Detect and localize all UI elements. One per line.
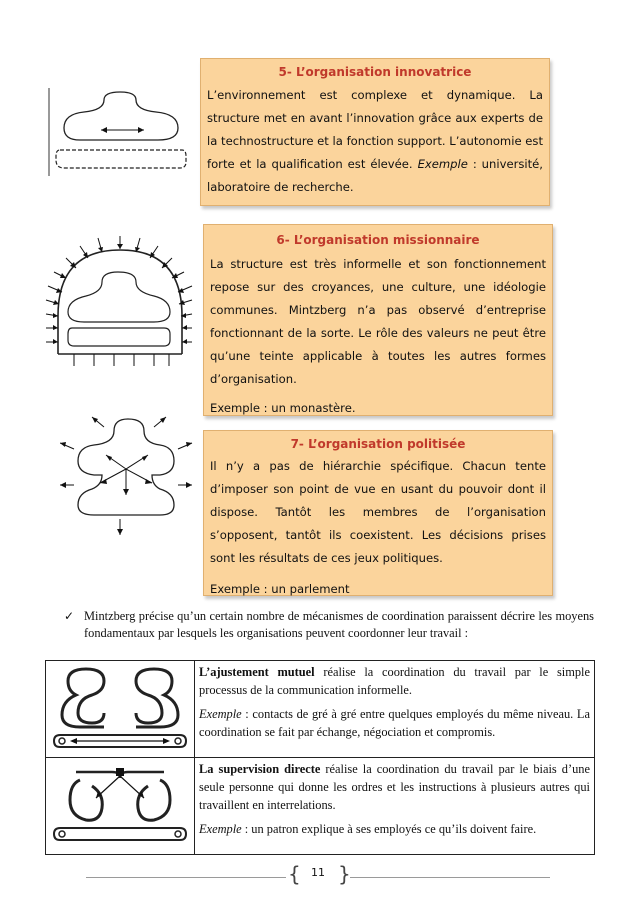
- panel-missionnaire: [203, 224, 553, 416]
- mechanism-definition: réalise la coordination du travail par le biais d’une seule personne qui donne les ordres et les instructions à plusieurs autres qui travaillent en interrelations.: [199, 762, 590, 812]
- panel-title: 5- L’organisation innovatrice: [278, 65, 472, 79]
- table-row: [46, 758, 595, 855]
- left-bracket-icon: {: [288, 862, 301, 886]
- mechanism-description: [195, 758, 595, 855]
- panel-politisee: [203, 430, 553, 596]
- panel-body: Il n’y a pas de hiérarchie spécifique. Chacun tente d’imposer son point de vue en usant du pouvoir dont il dispose. Tantôt les membres de l’organisation s’opposent, tantôt ils coexistent. Les décisions prises sont les résultats de ces jeux politiques.: [210, 459, 546, 565]
- mutual-adjustment-diagram: [46, 661, 194, 753]
- right-bracket-icon: }: [338, 862, 351, 886]
- example-label: Exemple: [199, 707, 242, 721]
- panel-body: La structure est très informelle et son fonctionnement repose sur des croyances, une culture, une idéologie communes. Mintzberg n’a pas observé d’entreprise fonctionnant de la sorte. Le rôle des valeurs ne peut être qu’une teinte applicable à toutes les autres formes d’organisation.: [210, 257, 546, 386]
- example-label: Exemple: [199, 822, 242, 836]
- page-number: 11: [311, 866, 325, 879]
- politisee-diagram: [60, 413, 195, 538]
- mechanism-description: [195, 661, 595, 758]
- example-text: : un patron explique à ses employés ce qu’ils doivent faire.: [241, 822, 537, 836]
- direct-supervision-diagram: [46, 758, 194, 850]
- diagram-cell: [46, 758, 195, 855]
- bullet-text: Mintzberg précise qu’un certain nombre de mécanismes de coordination paraissent décrire les moyens fondamentaux par lesquels les organisations peuvent coordonner leur travail :: [84, 609, 594, 640]
- bullet-paragraph: [64, 608, 594, 642]
- mechanism-term: La supervision directe: [199, 762, 321, 776]
- panel-title: 7- L’organisation politisée: [290, 437, 466, 451]
- coordination-table: [45, 660, 595, 855]
- panel-title: 6- L’organisation missionnaire: [276, 233, 480, 247]
- diagram-cell: [46, 661, 195, 758]
- missionnaire-diagram: [44, 236, 194, 381]
- example-text: : université, laboratoire de recherche.: [207, 157, 543, 194]
- table-row: [46, 661, 595, 758]
- mechanism-term: L’ajustement mutuel: [199, 665, 315, 679]
- innovatrice-diagram: [46, 88, 191, 183]
- example-label: Exemple: [417, 157, 468, 171]
- panel-example: Exemple : un monastère.: [210, 401, 356, 415]
- checkmark-icon: ✓: [64, 609, 75, 623]
- panel-innovatrice: [200, 58, 550, 206]
- mechanism-definition: réalise la coordination du travail par le simple processus de la communication informelle.: [199, 665, 590, 697]
- panel-example: Exemple : un parlement: [210, 582, 350, 596]
- panel-text: [207, 84, 543, 199]
- example-text: : contacts de gré à gré entre quelques employés du même niveau. La coordination se fait par échange, négociation et compromis.: [199, 707, 590, 739]
- footer-rule-left: [86, 877, 286, 878]
- panel-body: L’environnement est complexe et dynamique. La structure met en avant l’innovation grâce aux experts de la technostructure et la fonction support. L’autonomie est forte et la qualification est élevée.: [207, 88, 543, 171]
- footer-rule-right: [350, 877, 550, 878]
